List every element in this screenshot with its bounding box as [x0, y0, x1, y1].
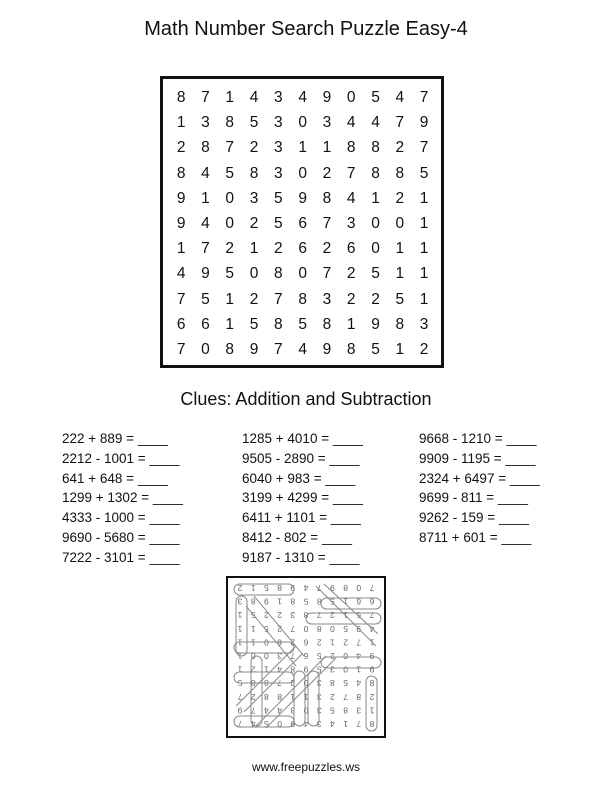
answer-key-digit: 9: [356, 623, 362, 634]
grid-cell: 1: [249, 240, 259, 258]
grid-cell: 1: [419, 240, 429, 258]
grid-cell: 7: [176, 341, 186, 359]
answer-key-image: [226, 576, 386, 738]
answer-key-digit: 3: [277, 651, 282, 661]
grid-cell: 4: [201, 215, 210, 233]
grid-cell: 1: [225, 290, 235, 308]
grid-cell: 1: [395, 240, 405, 258]
grid-cell: 9: [249, 341, 259, 359]
grid-cell: 8: [298, 290, 307, 308]
grid-cell: 5: [249, 315, 259, 333]
grid-cell: 0: [346, 89, 356, 106]
clue: 2324 + 6497 = ____: [419, 470, 540, 486]
answer-key-digit: 1: [303, 691, 309, 702]
grid-cell: 5: [201, 290, 210, 308]
answer-key-digit: 3: [330, 664, 335, 675]
answer-key-digit: 8: [330, 678, 335, 689]
clue-column-1: [62, 429, 183, 568]
answer-key-digit: 4: [369, 623, 375, 634]
grid-cell: 1: [225, 315, 235, 333]
answer-key-digit: 5: [237, 678, 243, 689]
grid-cell: 5: [419, 164, 429, 182]
answer-key-digit: 9: [369, 664, 375, 675]
grid-cell: 2: [274, 240, 283, 258]
answer-key-digit: 1: [330, 637, 335, 648]
answer-key-digit: 5: [303, 596, 309, 607]
grid-cell: 4: [201, 164, 210, 182]
grid-cell: 2: [346, 265, 356, 283]
answer-key-digit: 8: [316, 596, 322, 607]
grid-cell: 3: [201, 114, 210, 132]
grid-cell: 0: [298, 114, 307, 132]
answer-key-digit: 1: [237, 610, 243, 621]
grid-cell: 8: [395, 164, 405, 182]
grid-cell: 7: [346, 164, 356, 182]
answer-key-digit: 0: [356, 583, 362, 593]
answer-key-digit: 0: [303, 623, 309, 634]
grid-cell: 5: [371, 341, 380, 359]
clue: 2212 - 1001 = ____: [62, 450, 180, 466]
grid-cell: 1: [419, 189, 429, 207]
grid-cell: 6: [176, 315, 186, 333]
answer-key-digit: 8: [264, 691, 269, 702]
answer-key-digit: 7: [277, 678, 282, 689]
grid-cell: 4: [371, 114, 380, 132]
answer-key-digit: 2: [277, 610, 282, 621]
grid-cell: 3: [274, 164, 283, 182]
answer-key-digit: 7: [237, 719, 243, 729]
grid-cell: 1: [346, 315, 356, 333]
answer-key-digit: 8: [369, 719, 375, 729]
answer-key-digit: 1: [343, 719, 348, 729]
grid-cell: 5: [395, 290, 405, 308]
grid-row: [169, 211, 436, 236]
answer-key-digit: 1: [237, 664, 243, 675]
grid-cell: 8: [322, 315, 332, 333]
page-title: Math Number Search Puzzle Easy-4: [144, 18, 468, 40]
grid-cell: 0: [201, 341, 210, 359]
answer-key-digit: 7: [316, 610, 322, 621]
answer-key-digit: 9: [330, 583, 335, 593]
clue: 641 + 648 = ____: [62, 470, 168, 486]
clue: 9690 - 5680 = ____: [62, 529, 180, 545]
grid-cell: 7: [419, 139, 429, 157]
clue-column-3: [419, 429, 540, 548]
grid-cell: 3: [346, 215, 356, 233]
grid-cell: 0: [371, 240, 380, 258]
answer-key-digit: 7: [369, 610, 375, 621]
grid-cell: 8: [225, 341, 235, 359]
grid-cell: 8: [249, 164, 259, 182]
grid-cell: 6: [298, 240, 307, 258]
clue: 9699 - 811 = ____: [419, 490, 528, 506]
grid-cell: 0: [249, 265, 259, 283]
grid-row: [169, 287, 436, 312]
clue: 9668 - 1210 = ____: [419, 431, 537, 446]
grid-cell: 2: [249, 290, 259, 308]
grid-cell: 8: [176, 164, 186, 182]
answer-key-digit: 7: [250, 705, 256, 716]
clue: 9505 - 2890 = ____: [242, 450, 360, 466]
answer-key-digit: 8: [250, 596, 256, 607]
grid-cell: 5: [298, 315, 307, 333]
footer-url: www.freepuzzles.ws: [251, 760, 361, 774]
answer-key-digit: 3: [316, 719, 322, 729]
grid-cell: 7: [395, 114, 405, 132]
grid-cell: 9: [322, 89, 332, 106]
answer-key-digit: 3: [290, 610, 296, 621]
grid-row: [169, 312, 436, 337]
answer-key-digit: 5: [316, 664, 322, 675]
grid-cell: 1: [419, 290, 429, 308]
answer-key-digit: 0: [343, 651, 348, 661]
answer-key-digit: 7: [369, 583, 375, 593]
grid-cell: 2: [249, 215, 259, 233]
answer-key-digit: 8: [290, 664, 296, 675]
grid-cell: 9: [298, 189, 307, 207]
answer-key-digit: 8: [303, 610, 309, 621]
answer-key-digit: 5: [343, 678, 348, 689]
grid-cell: 5: [249, 114, 259, 132]
grid-cell: 4: [176, 265, 186, 283]
grid-cell: 4: [346, 189, 356, 207]
answer-key-digit: 0: [250, 651, 256, 661]
answer-key-digit: 4: [277, 664, 282, 675]
clue: 7222 - 3101 = ____: [62, 549, 180, 565]
answer-key-digit: 4: [356, 651, 362, 661]
answer-key-digit: 1: [250, 583, 256, 593]
grid-cell: 1: [395, 341, 405, 359]
grid-row: [169, 110, 436, 135]
grid-cell: 9: [371, 315, 380, 333]
grid-cell: 0: [298, 164, 307, 182]
clue: 1299 + 1302 = ____: [62, 490, 183, 506]
answer-key-digit: 3: [316, 678, 322, 689]
grid-cell: 3: [274, 89, 283, 106]
grid-cell: 8: [371, 139, 380, 157]
answer-key-digit: 7: [343, 691, 348, 702]
grid-cell: 1: [419, 215, 429, 233]
answer-key-digit: 0: [277, 719, 282, 729]
grid-cell: 0: [298, 265, 307, 283]
answer-key-digit: 2: [250, 664, 256, 675]
answer-key-digit: 2: [290, 678, 296, 689]
answer-key-digit: 7: [356, 637, 362, 648]
answer-key-digit: 4: [264, 705, 269, 716]
grid-cell: 2: [395, 139, 405, 157]
grid-cell: 4: [298, 89, 307, 106]
answer-key-digit: 5: [330, 596, 335, 607]
grid-cell: 3: [274, 139, 283, 157]
grid-cell: 3: [322, 114, 332, 132]
grid-cell: 0: [225, 189, 235, 207]
clue: 222 + 889 = ____: [62, 431, 168, 446]
grid-cell: 1: [225, 89, 235, 106]
grid-row: [169, 261, 436, 286]
answer-key-digit: 5: [264, 583, 269, 593]
answer-key-digit: 2: [343, 637, 348, 648]
answer-key-digit: 2: [330, 691, 335, 702]
grid-cell: 2: [225, 240, 235, 258]
grid-cell: 7: [201, 89, 210, 106]
grid-row: [169, 135, 436, 160]
grid-cell: 3: [419, 315, 429, 333]
answer-key-digit: 5: [264, 623, 269, 634]
answer-key-digit: 2: [264, 610, 269, 621]
clue: 9187 - 1310 = ____: [242, 549, 360, 565]
answer-key-digit: 7: [290, 623, 296, 634]
grid-cell: 3: [322, 290, 332, 308]
grid-cell: 1: [298, 139, 307, 157]
answer-key-digit: 5: [343, 623, 348, 634]
grid-cell: 9: [201, 265, 210, 283]
clue: 1285 + 4010 = ____: [242, 431, 363, 446]
grid-cell: 3: [274, 114, 283, 132]
answer-key-digit: 0: [264, 651, 269, 661]
answer-key-digit: 1: [343, 610, 348, 621]
answer-key-digit: 8: [356, 691, 362, 702]
grid-cell: 8: [346, 341, 356, 359]
grid-cell: 6: [298, 215, 307, 233]
answer-key-digit: 3: [237, 596, 243, 607]
grid-cell: 8: [201, 139, 210, 157]
clues-heading: Clues: Addition and Subtraction: [180, 389, 432, 409]
answer-key-digit: 8: [264, 678, 269, 689]
answer-key-digit: 6: [356, 596, 362, 607]
answer-key-digit: 8: [343, 705, 348, 716]
grid-cell: 8: [395, 315, 405, 333]
grid-cell: 7: [322, 215, 332, 233]
answer-key-digit: 4: [356, 678, 362, 689]
answer-key-digit: 0: [343, 664, 348, 675]
clue: 8711 + 601 = ____: [419, 529, 532, 545]
grid-cell: 9: [322, 341, 332, 359]
grid-cell: 1: [201, 189, 210, 207]
answer-key-digit: 8: [316, 623, 322, 634]
answer-key-digit: 0: [264, 637, 269, 648]
answer-key-digit: 0: [330, 623, 335, 634]
grid-cell: 8: [371, 164, 380, 182]
puzzle-grid: [160, 76, 444, 368]
grid-row: [169, 85, 436, 110]
answer-key-digit: 3: [356, 705, 362, 716]
grid-cell: 1: [371, 189, 380, 207]
answer-key-digit: 5: [316, 651, 322, 661]
grid-cell: 4: [395, 89, 405, 106]
answer-key-digit: 7: [356, 719, 362, 729]
grid-cell: 5: [225, 164, 235, 182]
answer-key-digit: 2: [330, 610, 335, 621]
answer-key-digit: 1: [250, 623, 256, 634]
answer-key-digit: 5: [330, 705, 335, 716]
grid-cell: 7: [225, 139, 235, 157]
answer-key-digit: 9: [290, 719, 296, 729]
answer-key-digit: 8: [250, 678, 256, 689]
grid-cell: 2: [346, 290, 356, 308]
answer-key-digit: 1: [356, 664, 362, 675]
grid-cell: 8: [225, 114, 235, 132]
answer-key-digit: 9: [303, 664, 309, 675]
grid-cell: 7: [322, 265, 332, 283]
answer-key-digit: 1: [264, 664, 269, 675]
answer-key-digit: 4: [277, 705, 282, 716]
answer-key-digit: 6: [303, 651, 309, 661]
grid-cell: 0: [395, 215, 405, 233]
answer-key-digit: 5: [250, 610, 256, 621]
grid-row: [169, 161, 436, 186]
answer-key-digit: 2: [369, 691, 375, 702]
grid-cell: 5: [225, 265, 235, 283]
answer-key-digit: 7: [237, 691, 243, 702]
answer-key-digit: 2: [290, 637, 296, 648]
answer-key-digit: 4: [303, 719, 309, 729]
answer-key-digit: 4: [303, 583, 309, 593]
answer-key-digit: 6: [369, 596, 375, 607]
grid-row: [169, 186, 436, 211]
grid-cell: 1: [419, 265, 429, 283]
grid-cell: 4: [346, 114, 356, 132]
answer-key-digit: 1: [369, 637, 375, 648]
grid-cell: 9: [176, 215, 186, 233]
grid-cell: 1: [395, 265, 405, 283]
answer-key-digit: 2: [330, 651, 335, 661]
grid-cell: 1: [176, 114, 186, 132]
answer-key-digit: 0: [303, 678, 309, 689]
answer-key-digit: 1: [237, 651, 243, 661]
answer-key-digit: 1: [250, 637, 256, 648]
answer-key-digit: 9: [290, 583, 296, 593]
grid-cell: 5: [371, 265, 380, 283]
grid-cell: 2: [395, 189, 405, 207]
grid-row: [169, 236, 436, 261]
answer-key-digit: 8: [277, 691, 282, 702]
grid-cell: 9: [419, 114, 429, 132]
answer-key-digit: 3: [316, 691, 322, 702]
answer-key-digit: 2: [237, 583, 243, 593]
grid-cell: 2: [322, 164, 332, 182]
answer-key-digit: 8: [290, 596, 296, 607]
answer-key-digit: 5: [264, 719, 269, 729]
grid-cell: 1: [176, 240, 186, 258]
clue: 4333 - 1000 = ____: [62, 510, 180, 526]
answer-key-digit: 1: [369, 705, 375, 716]
answer-key-digit: 1: [277, 596, 282, 607]
answer-key-digit: 1: [237, 623, 243, 634]
grid-cell: 7: [419, 89, 429, 106]
answer-key-digit: 6: [277, 637, 282, 648]
answer-key-digit: 0: [303, 705, 309, 716]
answer-key-digit: 8: [277, 583, 282, 593]
grid-cell: 1: [322, 139, 332, 157]
answer-key-digit: 1: [290, 691, 296, 702]
answer-key-digit: 2: [250, 691, 256, 702]
grid-cell: 6: [346, 240, 356, 258]
answer-key-digit: 3: [316, 705, 322, 716]
answer-key-digit: 2: [277, 623, 282, 634]
grid-cell: 7: [274, 341, 283, 359]
grid-cell: 2: [249, 139, 259, 157]
grid-cell: 9: [176, 189, 186, 207]
clue: 3199 + 4299 = ____: [242, 490, 363, 506]
answer-key-digit: 8: [343, 583, 348, 593]
answer-key-digit: 5: [356, 610, 362, 621]
grid-cell: 8: [176, 89, 186, 106]
grid-cell: 8: [322, 189, 332, 207]
answer-key-digit: 9: [237, 705, 243, 716]
answer-key-digit: 3: [290, 705, 296, 716]
answer-key-digit: 7: [290, 651, 296, 661]
grid-cell: 8: [274, 265, 283, 283]
clue-column-2: [242, 429, 363, 568]
grid-cell: 8: [274, 315, 283, 333]
answer-key-digit: 1: [237, 637, 243, 648]
answer-key-digit: 8: [369, 678, 375, 689]
grid-cell: 7: [176, 290, 186, 308]
grid-cell: 0: [225, 215, 235, 233]
grid-cell: 2: [371, 290, 380, 308]
answer-key-digit: 1: [343, 596, 348, 607]
answer-key-digit: 2: [316, 637, 322, 648]
answer-key-digit: 7: [316, 583, 322, 593]
grid-cell: 8: [346, 139, 356, 157]
grid-cell: 4: [249, 89, 259, 106]
grid-cell: 7: [201, 240, 210, 258]
grid-cell: 0: [371, 215, 380, 233]
clue: 9262 - 159 = ____: [419, 510, 529, 526]
clue: 6411 + 1101 = ____: [242, 510, 361, 526]
grid-row: [169, 337, 436, 362]
grid-cell: 7: [274, 290, 283, 308]
answer-key-digit: 6: [303, 637, 309, 648]
clue: 6040 + 983 = ____: [242, 470, 356, 486]
grid-cell: 5: [274, 189, 283, 207]
clue: 8412 - 802 = ____: [242, 529, 352, 545]
answer-key-digit: 4: [330, 719, 335, 729]
answer-key-digit: 4: [250, 719, 256, 729]
grid-table: [169, 85, 436, 362]
grid-cell: 2: [419, 341, 429, 359]
grid-cell: 3: [249, 189, 259, 207]
grid-cell: 6: [201, 315, 210, 333]
clue: 9909 - 1195 = ____: [419, 450, 536, 466]
grid-cell: 2: [322, 240, 332, 258]
grid-cell: 5: [274, 215, 283, 233]
answer-key-digit: 9: [264, 596, 269, 607]
grid-cell: 4: [298, 341, 307, 359]
grid-cell: 2: [176, 139, 186, 157]
answer-key-digit: 9: [369, 651, 375, 661]
grid-cell: 5: [371, 89, 380, 106]
